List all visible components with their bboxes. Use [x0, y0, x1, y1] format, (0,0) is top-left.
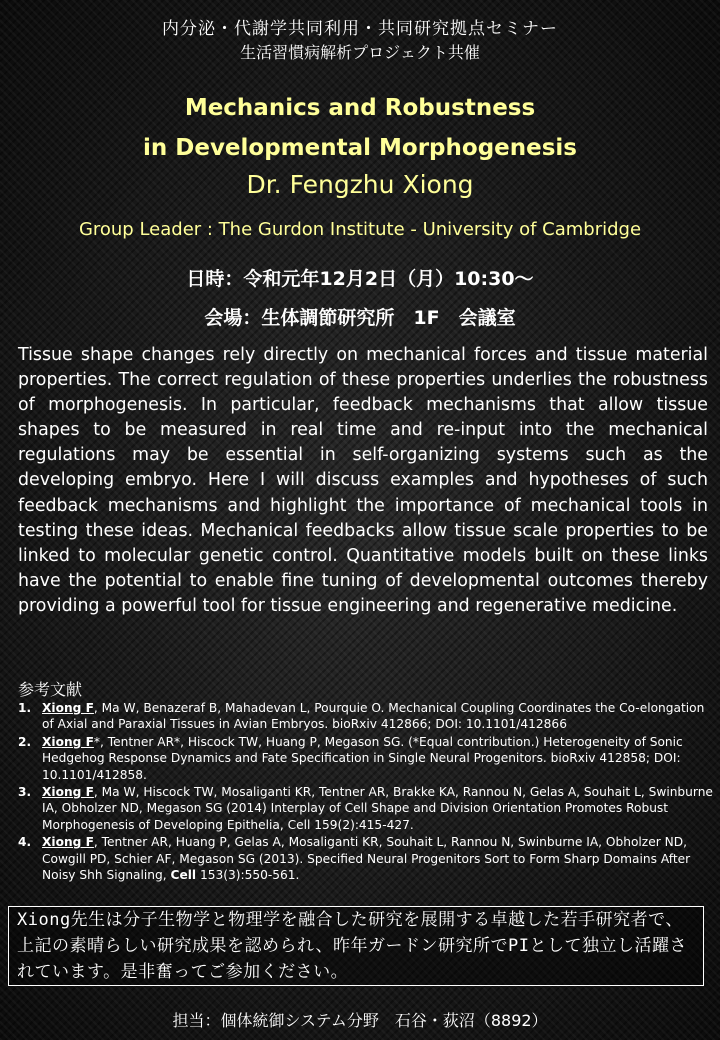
- reference-number: 1.: [18, 701, 32, 715]
- reference-text: [42, 834, 714, 883]
- reference-text: [42, 700, 714, 733]
- reference-author: Xiong F: [42, 701, 94, 715]
- host-header: 内分泌・代謝学共同利用・共同研究拠点セミナー: [162, 19, 558, 39]
- reference-body: , Tentner AR, Huang P, Gelas A, Mosaliganti KR, Souhait L, Rannou N, Swinburne IA, Obholzer ND, Cowgill PD, Schier AF, Megason SG (2013). Specified Neural Progenitors Sort to Form Sharp Domains After Noisy Shh Signaling,: [42, 835, 691, 883]
- reference-item: [18, 784, 714, 833]
- seminar-title-line2: in Developmental Morphogenesis: [142, 135, 577, 161]
- reference-body: , Ma W, Hiscock TW, Mosaliganti KR, Tentner AR, Brakke KA, Rannou N, Gelas A, Souhait L, Swinburne IA, Obholzer ND, Megason SG (2014) Interplay of Cell Shape and Division Orientation Promotes Robust Morphogenesis of Developing Epithelia, Cell 159(2):415-427.: [42, 785, 713, 832]
- contact-info: 担当：個体統御システム分野 石谷・荻沼（8892）: [172, 1011, 548, 1030]
- reference-author: Xiong F: [42, 734, 94, 749]
- reference-item: [18, 734, 714, 783]
- reference-citation: 153(3):550-561.: [196, 868, 300, 883]
- speaker-name: Dr. Fengzhu Xiong: [246, 170, 474, 199]
- reference-journal: Cell: [170, 868, 197, 883]
- references-list: [18, 700, 714, 884]
- reference-number: 4.: [18, 835, 32, 850]
- event-venue: 会場：生体調節研究所 1F 会議室: [204, 307, 516, 329]
- reference-text: [42, 784, 714, 833]
- reference-item: [18, 834, 714, 883]
- reference-item: [18, 700, 714, 733]
- event-date: 日時：令和元年12月2日（月）10:30～: [186, 268, 534, 290]
- seminar-title: [0, 88, 720, 168]
- speaker-introduction-box: Xiong先生は分子生物学と物理学を融合した研究を展開する卓越した若手研究者で、上記の素晴らしい研究成果を認められ、昨年ガードン研究所でPIとして独立し活躍されています。是非奮ってご参加ください。: [8, 906, 704, 986]
- reference-number: 3.: [18, 785, 32, 800]
- reference-body: , Ma W, Benazeraf B, Mahadevan L, Pourquie O. Mechanical Coupling Coordinates the Co-elongation of Axial and Paraxial Tissues in Avian Embryos. bioRxiv 412866; DOI: 10.1101/412866: [42, 701, 705, 732]
- reference-author: Xiong F: [42, 785, 94, 800]
- reference-text: [42, 734, 714, 783]
- reference-number: 2.: [18, 734, 32, 749]
- speaker-affiliation: Group Leader : The Gurdon Institute - University of Cambridge: [78, 219, 642, 240]
- cosponsor-header: 生活習慣病解析プロジェクト共催: [240, 43, 480, 62]
- seminar-title-line1: Mechanics and Robustness: [184, 95, 536, 121]
- reference-author: Xiong F: [42, 835, 94, 850]
- reference-body: *, Tentner AR*, Hiscock TW, Huang P, Megason SG. (*Equal contribution.) Heterogeneity of Sonic Hedgehog Response Dynamics and Fate Specification in Single Neural Progenitors. bioRxiv 412858; DOI: 10.1101/412858.: [42, 734, 683, 782]
- abstract: Tissue shape changes rely directly on mechanical forces and tissue material properties. The correct regulation of these properties underlies the robustness of morphogenesis. In particular, feedback mechanisms that allow tissue shapes to be measured in real time and re-input into the mechanical regulations may be essential in self-organizing systems such as the developing embryo. Here I will discuss examples and hypotheses of such feedback mechanisms and highlight the importance of mechanical tools in testing these ideas. Mechanical feedbacks allow tissue scale properties to be linked to molecular genetic control. Quantitative models built on these links have the potential to enable fine tuning of developmental outcomes thereby providing a powerful tool for tissue engineering and regenerative medicine.: [18, 345, 708, 616]
- references-heading: 参考文献: [18, 680, 83, 699]
